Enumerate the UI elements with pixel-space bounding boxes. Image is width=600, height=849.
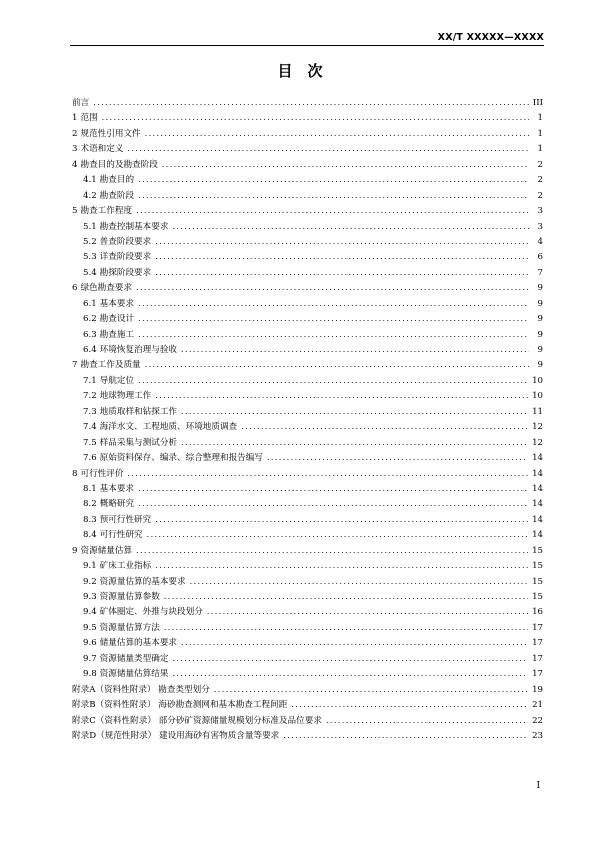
- toc-entry-label: 可行性评价: [80, 468, 124, 479]
- toc-entry-number: 6.4: [83, 345, 97, 355]
- toc-entry-page: 3: [537, 221, 543, 232]
- toc-entry-page: 16: [532, 607, 543, 618]
- toc-title: 目 次: [277, 62, 323, 80]
- page-number: I: [536, 781, 540, 791]
- toc-dot-leader: [164, 620, 528, 635]
- toc-entry-number: 6.1: [83, 298, 97, 309]
- toc-dot-leader: [138, 373, 528, 388]
- toc-entry-page: 14: [532, 499, 543, 510]
- toc-entry[interactable]: [72, 620, 543, 635]
- document-code: XX/T XXXXX—XXXX: [437, 32, 544, 43]
- toc-entry-number: 8.2: [83, 499, 97, 510]
- toc-entry[interactable]: [72, 481, 543, 496]
- toc-dot-leader: [102, 110, 529, 125]
- toc-entry-label: 样品采集与测试分析: [99, 437, 178, 448]
- toc-entry-page: 1: [537, 144, 543, 155]
- toc-entry[interactable]: [72, 666, 543, 681]
- toc-entry-label: 地球物理工作: [99, 391, 152, 402]
- toc-dot-leader: [147, 527, 528, 542]
- toc-dot-leader: [172, 666, 528, 681]
- toc-entry-page: 9: [537, 360, 543, 371]
- toc-entry-number: 7.2: [83, 391, 97, 402]
- toc-entry-page: 1: [537, 113, 543, 124]
- toc-entry-page: 7: [537, 267, 543, 278]
- toc-entry-label: 导航定位: [99, 375, 135, 386]
- toc-entry-label: 海洋水文、工程地质、环境地质调查: [99, 422, 238, 433]
- toc-entry[interactable]: [72, 203, 543, 218]
- toc-entry-number: 4: [72, 159, 78, 170]
- toc-entry-number: 7: [72, 360, 78, 371]
- toc-entry[interactable]: [72, 404, 543, 419]
- toc-entry-number: 1: [72, 113, 78, 124]
- toc-entry[interactable]: [72, 697, 543, 712]
- toc-entry-number: 4.1: [83, 175, 97, 186]
- toc-entry-page: 17: [532, 669, 543, 680]
- toc-entry-page: III: [532, 98, 543, 108]
- toc-entry-page: 9: [537, 314, 543, 325]
- toc-entry-page: 17: [532, 622, 543, 633]
- toc-entry-page: 14: [532, 453, 543, 464]
- toc-entry-label: 勘查工作程度: [80, 206, 133, 217]
- toc-entry-number: 9.8: [83, 669, 97, 680]
- toc-entry-label: 基本要求: [99, 298, 135, 309]
- toc-dot-leader: [138, 188, 529, 203]
- toc-entry-number: 5.4: [83, 267, 97, 278]
- toc-entry-number: 7.1: [83, 375, 97, 386]
- toc-dot-leader: [138, 296, 529, 311]
- toc-entry-number: 9.2: [83, 576, 97, 587]
- toc-dot-leader: [267, 450, 528, 465]
- toc-entry[interactable]: [72, 110, 543, 125]
- toc-entry-number: 5.2: [83, 236, 97, 247]
- toc-dot-leader: [164, 589, 528, 604]
- toc-entry-number: 8.3: [83, 514, 97, 525]
- toc-entry-label: 规范性引用文件: [80, 128, 141, 139]
- toc-dot-leader: [181, 342, 529, 357]
- toc-entry-number: 6.2: [83, 314, 97, 325]
- toc-dot-leader: [155, 234, 529, 249]
- toc-entry-label: 术语和定义: [80, 144, 124, 155]
- toc-entry[interactable]: [72, 249, 543, 264]
- toc-dot-leader: [155, 265, 529, 280]
- toc-entry-number: 9.1: [83, 561, 97, 572]
- toc-entry-label: 勘查设计: [99, 314, 135, 325]
- toc-entry-page: 19: [532, 684, 543, 695]
- toc-entry[interactable]: [72, 543, 543, 558]
- toc-dot-leader: [181, 404, 528, 419]
- toc-entry-label: 普查阶段要求: [99, 236, 152, 247]
- toc-entry-number: 9: [72, 545, 78, 556]
- toc-entry[interactable]: [72, 126, 543, 141]
- toc-entry[interactable]: [72, 311, 543, 326]
- toc-dot-leader: [136, 203, 529, 218]
- toc-entry[interactable]: [72, 435, 543, 450]
- toc-entry-label: 概略研究: [99, 499, 135, 510]
- toc-dot-leader: [127, 141, 529, 156]
- toc-entry-page: 17: [532, 653, 543, 664]
- toc-dot-leader: [145, 357, 529, 372]
- toc-entry-page: 21: [532, 700, 543, 711]
- toc-entry-label: 矿床工业指标: [99, 561, 152, 572]
- toc-entry-page: 3: [537, 206, 543, 217]
- toc-entry-page: 14: [532, 483, 543, 494]
- toc-entry-page: 2: [537, 190, 543, 201]
- toc-dot-leader: [93, 95, 529, 110]
- toc-entry-number: 6: [72, 283, 78, 294]
- toc-dot-leader: [138, 172, 529, 187]
- toc-entry[interactable]: [72, 141, 543, 156]
- toc-entry-label: 范围: [80, 113, 98, 124]
- toc-entry-label: 前言: [72, 98, 90, 108]
- toc-dot-leader: [241, 419, 528, 434]
- toc-entry-number: 6.3: [83, 329, 97, 340]
- toc-entry[interactable]: [72, 496, 543, 511]
- toc-entry[interactable]: [72, 419, 543, 434]
- toc-entry-label: 环境恢复治理与验收: [99, 345, 178, 355]
- toc-entry[interactable]: [72, 296, 543, 311]
- toc-dot-leader: [136, 543, 528, 558]
- toc-entry[interactable]: [72, 327, 543, 342]
- toc-dot-leader: [145, 126, 529, 141]
- toc-entry-label: 资源量估算的基本要求: [99, 576, 186, 587]
- toc-entry-page: 15: [532, 592, 543, 602]
- toc-dot-leader: [172, 651, 528, 666]
- toc-entry-label: 勘查施工: [99, 329, 135, 340]
- toc-entry[interactable]: [72, 157, 543, 172]
- toc-entry-label: 附录A（资料性附录） 勘查类型划分: [72, 684, 210, 695]
- toc-entry-page: 11: [532, 406, 543, 417]
- toc-entry[interactable]: [72, 512, 543, 527]
- toc-entry[interactable]: [72, 558, 543, 573]
- toc-entry-page: 2: [537, 159, 543, 170]
- toc-entry-page: 14: [532, 530, 543, 541]
- toc-entry[interactable]: [72, 357, 543, 372]
- toc-entry[interactable]: [72, 265, 543, 280]
- toc-dot-leader: [138, 481, 528, 496]
- toc-entry[interactable]: [72, 172, 543, 187]
- toc-entry[interactable]: [72, 466, 543, 481]
- toc-entry-page: 12: [532, 437, 543, 448]
- toc-entry[interactable]: [72, 234, 543, 249]
- toc-entry[interactable]: [72, 589, 543, 604]
- toc-entry-number: 9.7: [83, 653, 97, 664]
- toc-entry-label: 勘查目的: [99, 175, 135, 186]
- toc-dot-leader: [172, 219, 529, 234]
- toc-entry-number: 4.2: [83, 190, 97, 201]
- toc-entry-number: 7.5: [83, 437, 97, 448]
- toc-entry-page: 10: [532, 375, 543, 386]
- toc-entry-label: 资源储量估算: [80, 545, 133, 556]
- toc-dot-leader: [136, 280, 529, 295]
- toc-entry-page: 12: [532, 422, 543, 433]
- toc-entry[interactable]: [72, 280, 543, 295]
- toc-entry-label: 地质取样和钻探工作: [99, 406, 178, 417]
- toc-dot-leader: [291, 697, 528, 712]
- toc-entry-page: 9: [537, 298, 543, 309]
- toc-entry-label: 绿色勘查要求: [80, 283, 133, 294]
- table-of-contents: [72, 95, 543, 743]
- toc-entry-page: 15: [532, 561, 543, 572]
- toc-entry-page: 10: [532, 391, 543, 402]
- toc-entry[interactable]: [72, 574, 543, 589]
- toc-entry-label: 资源量估算参数: [99, 592, 160, 602]
- toc-entry-label: 原始资料保存、编录、综合整理和报告编写: [99, 453, 263, 464]
- toc-entry[interactable]: [72, 527, 543, 542]
- toc-entry[interactable]: [72, 342, 543, 357]
- toc-entry-number: 7.6: [83, 453, 97, 464]
- toc-dot-leader: [138, 327, 529, 342]
- toc-entry-label: 附录B（资料性附录） 海砂勘查测网和基本勘查工程间距: [72, 700, 288, 711]
- toc-entry-number: 2: [72, 128, 78, 139]
- toc-dot-leader: [181, 435, 528, 450]
- toc-entry[interactable]: [72, 219, 543, 234]
- toc-entry-label: 可行性研究: [99, 530, 143, 541]
- toc-entry-label: 勘查目的及勘查阶段: [80, 159, 158, 170]
- toc-entry-page: 15: [532, 545, 543, 556]
- toc-entry[interactable]: [72, 388, 543, 403]
- toc-entry-label: 预可行性研究: [99, 514, 152, 525]
- toc-entry-number: 9.3: [83, 592, 97, 602]
- toc-entry-number: 5.3: [83, 252, 97, 263]
- toc-entry[interactable]: [72, 682, 543, 697]
- toc-entry-page: 6: [537, 252, 543, 263]
- toc-entry-number: 7.4: [83, 422, 97, 433]
- toc-dot-leader: [214, 682, 528, 697]
- toc-entry-label: 勘查工作及质量: [80, 360, 141, 371]
- toc-entry-page: 4: [537, 236, 543, 247]
- toc-entry-number: 3: [72, 144, 78, 155]
- toc-entry-number: 5: [72, 206, 78, 217]
- toc-entry-page: 2: [537, 175, 543, 186]
- toc-entry[interactable]: [72, 635, 543, 650]
- toc-dot-leader: [138, 311, 529, 326]
- header-rule: [70, 45, 544, 46]
- toc-entry[interactable]: [72, 95, 543, 110]
- toc-dot-leader: [190, 574, 528, 589]
- toc-entry-number: 8.1: [83, 483, 97, 494]
- toc-entry-page: 14: [532, 514, 543, 525]
- toc-dot-leader: [155, 558, 528, 573]
- toc-dot-leader: [155, 512, 528, 527]
- toc-entry-number: 8.4: [83, 530, 97, 541]
- toc-dot-leader: [162, 157, 529, 172]
- toc-entry-label: 资源量估算方法: [99, 622, 160, 633]
- toc-entry-label: 附录C（资料性附录） 部分砂矿资源储量规模划分标准及品位要求: [72, 715, 322, 726]
- toc-dot-leader: [326, 713, 528, 728]
- toc-entry-page: 23: [532, 730, 543, 741]
- toc-dot-leader: [127, 466, 528, 481]
- toc-entry-label: 详查阶段要求: [99, 252, 152, 263]
- toc-dot-leader: [155, 249, 529, 264]
- toc-entry-page: 9: [537, 329, 543, 340]
- toc-entry-number: 7.3: [83, 406, 97, 417]
- toc-entry[interactable]: [72, 373, 543, 388]
- toc-entry-number: 8: [72, 468, 78, 479]
- toc-entry-page: 15: [532, 576, 543, 587]
- toc-dot-leader: [138, 496, 528, 511]
- toc-entry-page: 9: [537, 345, 543, 355]
- toc-entry-label: 勘探阶段要求: [99, 267, 152, 278]
- toc-entry-page: 17: [532, 638, 543, 649]
- toc-entry-label: 勘查控制基本要求: [99, 221, 169, 232]
- toc-entry-label: 附录D（规范性附录） 建设用海砂有害物质含量等要求: [72, 730, 280, 741]
- toc-entry[interactable]: [72, 728, 543, 743]
- toc-entry-page: 22: [532, 715, 543, 726]
- toc-entry[interactable]: [72, 188, 543, 203]
- toc-dot-leader: [181, 635, 528, 650]
- toc-entry-label: 矿体圈定、外推与块段划分: [99, 607, 203, 618]
- toc-dot-leader: [155, 388, 528, 403]
- toc-dot-leader: [283, 728, 528, 743]
- toc-entry-number: 9.6: [83, 638, 97, 649]
- toc-entry[interactable]: [72, 604, 543, 619]
- toc-entry-label: 资源储量估算结果: [99, 669, 169, 680]
- toc-entry[interactable]: [72, 713, 543, 728]
- toc-entry-page: 9: [537, 283, 543, 294]
- toc-entry-page: 1: [537, 128, 543, 139]
- toc-entry-number: 9.5: [83, 622, 97, 633]
- toc-entry-number: 5.1: [83, 221, 97, 232]
- toc-entry-number: 9.4: [83, 607, 97, 618]
- toc-entry-page: 14: [532, 468, 543, 479]
- toc-entry[interactable]: [72, 450, 543, 465]
- toc-entry-label: 资源储量类型确定: [99, 653, 169, 664]
- toc-dot-leader: [207, 604, 528, 619]
- toc-entry-label: 储量估算的基本要求: [99, 638, 178, 649]
- toc-entry-label: 勘查阶段: [99, 190, 135, 201]
- toc-entry-label: 基本要求: [99, 483, 135, 494]
- toc-entry[interactable]: [72, 651, 543, 666]
